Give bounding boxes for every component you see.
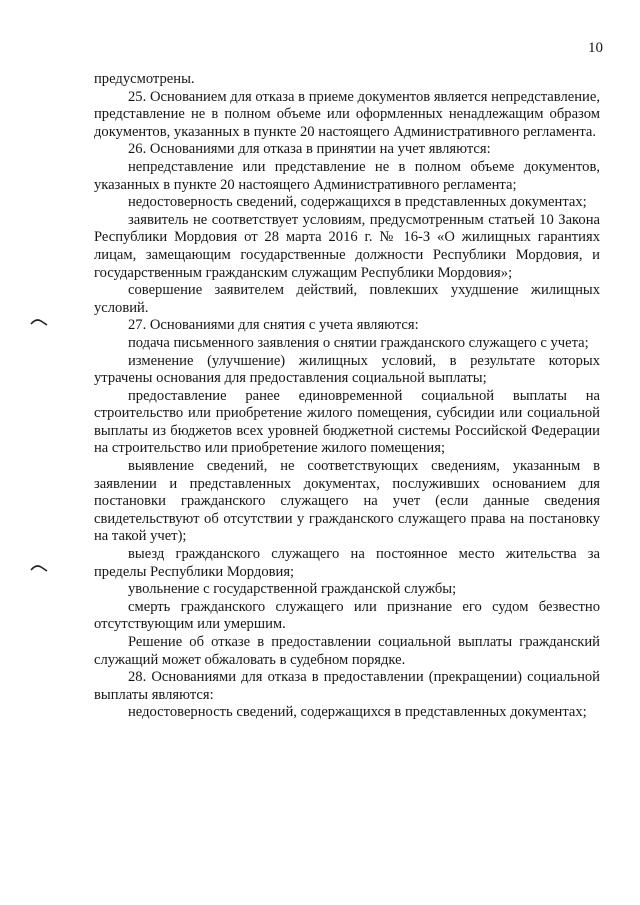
paragraph: смерть гражданского служащего или признание его судом безвестно отсутствующим или умершим. [94, 598, 600, 633]
paragraph: выявление сведений, не соответствующих сведениям, указанным в заявлении и представленных документах, послуживших основанием для постановки гражданского служащего на учет (если данные сведения свидетельствуют об отсутствии у гражданского служащего права на постановку на такой учет); [94, 458, 600, 545]
paragraph: непредставление или представление не в полном объеме документов, указанных в пункте 20 настоящего Административного регламента; [94, 158, 600, 193]
paragraph: увольнение с государственной гражданской службы; [128, 581, 457, 598]
punch-hole-mark [30, 564, 48, 572]
document-body [94, 71, 600, 722]
paragraph: 25. Основанием для отказа в приеме документов является непредставление, представление не в полном объеме или оформленных ненадлежащим образом документов, указанных в пункте 20 настоящего Административного регламента. [94, 88, 600, 140]
punch-hole-mark [30, 318, 48, 326]
paragraph: подача письменного заявления о снятии гражданского служащего с учета; [128, 334, 589, 351]
paragraph: предусмотрены. [94, 71, 195, 87]
paragraph: недостоверность сведений, содержащихся в представленных документах; [128, 194, 587, 211]
paragraph: 27. Основаниями для снятия с учета являются: [128, 317, 419, 334]
paragraph: 28. Основаниями для отказа в предоставлении (прекращении) социальной выплаты являются: [94, 669, 600, 703]
paragraph: недостоверность сведений, содержащихся в представленных документах; [128, 704, 587, 721]
paragraph: совершение заявителем действий, повлекших ухудшение жилищных условий. [94, 282, 600, 316]
paragraph: выезд гражданского служащего на постоянное место жительства за пределы Республики Мордовия; [94, 546, 600, 580]
paragraph: заявитель не соответствует условиям, предусмотренным статьей 10 Закона Республики Мордовия от 28 марта 2016 г. № 16-З «О жилищных гарантиях лицам, замещающим государственные должности Республики Мордовия, и государственным гражданским служащим Республики Мордовия»; [94, 211, 600, 281]
paragraph: предоставление ранее единовременной социальной выплаты на строительство или приобретение жилого помещения, субсидии или социальной выплаты из бюджетов всех уровней бюджетной системы Российской Федерации на строительство или приобретение жилого помещения; [94, 387, 600, 457]
paragraph: изменение (улучшение) жилищных условий, в результате которых утрачены основания для предоставления социальной выплаты; [94, 352, 600, 387]
page-number: 10 [588, 40, 603, 56]
paragraph: Решение об отказе в предоставлении социальной выплаты гражданский служащий может обжаловать в судебном порядке. [94, 634, 600, 668]
paragraph: 26. Основаниями для отказа в принятии на учет являются: [128, 141, 491, 158]
